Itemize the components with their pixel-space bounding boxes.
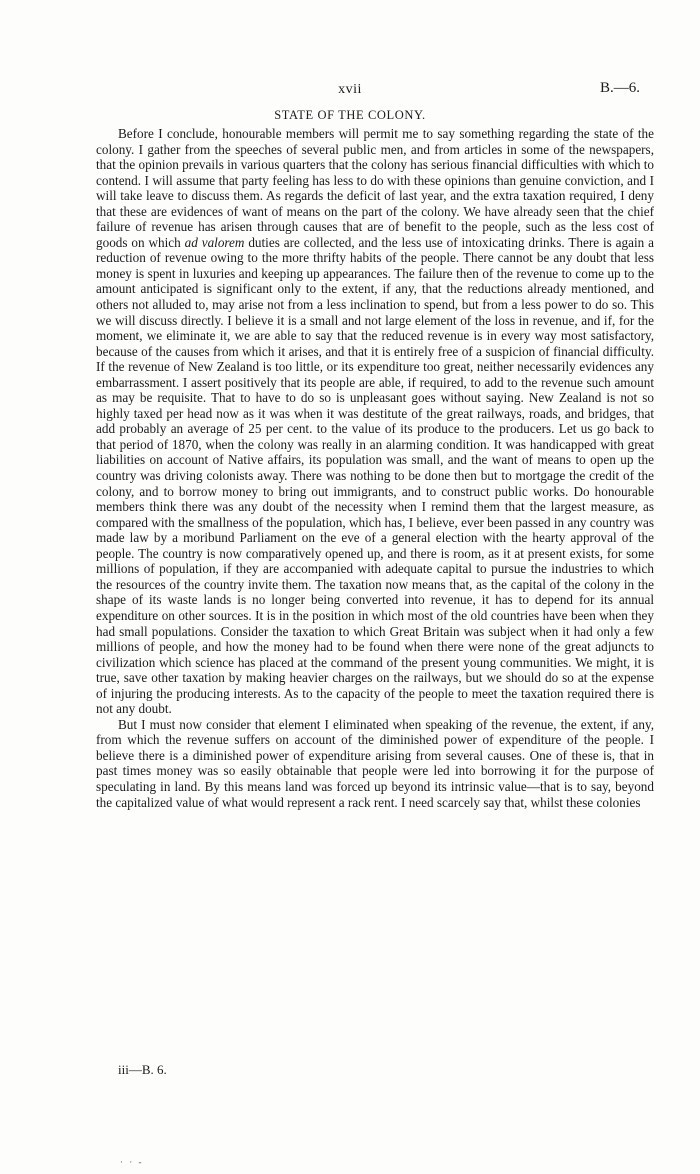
paper-code: B.—6. [599,80,640,96]
italic-phrase: ad valorem [184,234,245,250]
paragraph-1-part-a: Before I conclude, honourable members will permit me to say something regarding the state of the colony. I gather from the speeches of several public men, and from articles in some of the newspapers, that the opinion prevails in various quarters that the colony has serious financial difficulties with which to contend. I will assume that party feeling has less to do with these opinions than genuine conviction, and I will take leave to discuss them. As regards the deficit of last year, and the extra taxation required, I deny that these are evidences of want of means on the part of the colony. We have already seen that the chief failure of revenue has arisen through causes that are of benefit to the people, such as the less cost of goods on which [96,126,654,250]
section-title: STATE OF THE COLONY. [274,108,426,122]
paragraph-1-part-b: duties are collected, and the less use of intoxicating drinks. There is again a reduction of revenue owing to the more thrifty habits of the people. There cannot be any doubt that less money is spent in luxuries and keeping up appearances. The failure then of the revenue to come up to the amount anticipated is significant only to the extent, if any, that the reductions already mentioned, and others not alluded to, may arise not from a less inclination to spend, but from a less power to do so. This we will discuss directly. I believe it is a small and not large element of the loss in revenue, and if, for the moment, we eliminate it, we are able to say that the reduced revenue is in every way most satisfactory, because of the causes from which it arises, and that it is entirely free of a suspicion of financial difficulty. If the revenue of New Zealand is too little, or its expenditure too great, neither necessarily evidences any embarrassment. I assert positively that its people are able, if required, to add to the revenue such amount as may be requisite. That to have to do so is unpleasant goes without saying. New Zealand is not so highly taxed per head now as it was when it was destitute of the great railways, roads, and bridges, that add probably an average of 25 per cent. to the value of its produce to the producers. Let us go back to that period of 1870, when the colony was really in an alarming condition. It was handicapped with great liabilities on account of Native affairs, its population was small, and the want of means to open up the country was driving colonists away. There was nothing to be done then but to mortgage the credit of the colony, and to borrow money to bring out immigrants, and to construct public works. Do honourable members think there was any doubt of the necessity when I remind them that the largest measure, as compared with the smallness of the population, which has, I believe, ever been passed in any country was made law by a moribund Parliament on the eve of a general election with the hearty approval of the people. The country is now comparatively opened up, and there is room, as it at present exists, for some millions of population, if they are accompanied with adequate capital to pursue the industries to which the resources of the country invite them. The taxation now means that, as the capital of the colony in the shape of its waste lands is no longer being converted into revenue, it has to depend for its annual expenditure on other sources. It is in the position in which most of the old countries have been when they had small populations. Consider the taxation to which Great Britain was subject when it had only a few millions of people, and how the money had to be found when there were none of the great adjuncts to civilization which science has placed at the command of the present young communities. We might, it is true, save other taxation by making heavier charges on the railways, but we should do so at the expense of injuring the producing interests. As to the capacity of the people to meet the taxation required there is not any doubt. [96,234,654,717]
body-text [96,126,654,810]
stray-marks: · · - [120,1157,144,1167]
paragraph-2: But I must now consider that element I eliminated when speaking of the revenue, the extent, if any, from which the revenue suffers on account of the diminished power of expenditure of the people. I believe there is a diminished power of expenditure arising from several causes. One of these is, that in past times money was so easily obtainable that people were led into borrowing it for the purpose of speculating in land. By this means land was forced up beyond its intrinsic value—that is to say, beyond the capitalized value of what would represent a rack rent. I need scarcely say that, whilst these colonies [96,716,654,810]
page-number: xvii [338,82,362,97]
signature-mark: iii—B. 6. [118,1062,167,1077]
paragraph-1 [96,126,654,717]
